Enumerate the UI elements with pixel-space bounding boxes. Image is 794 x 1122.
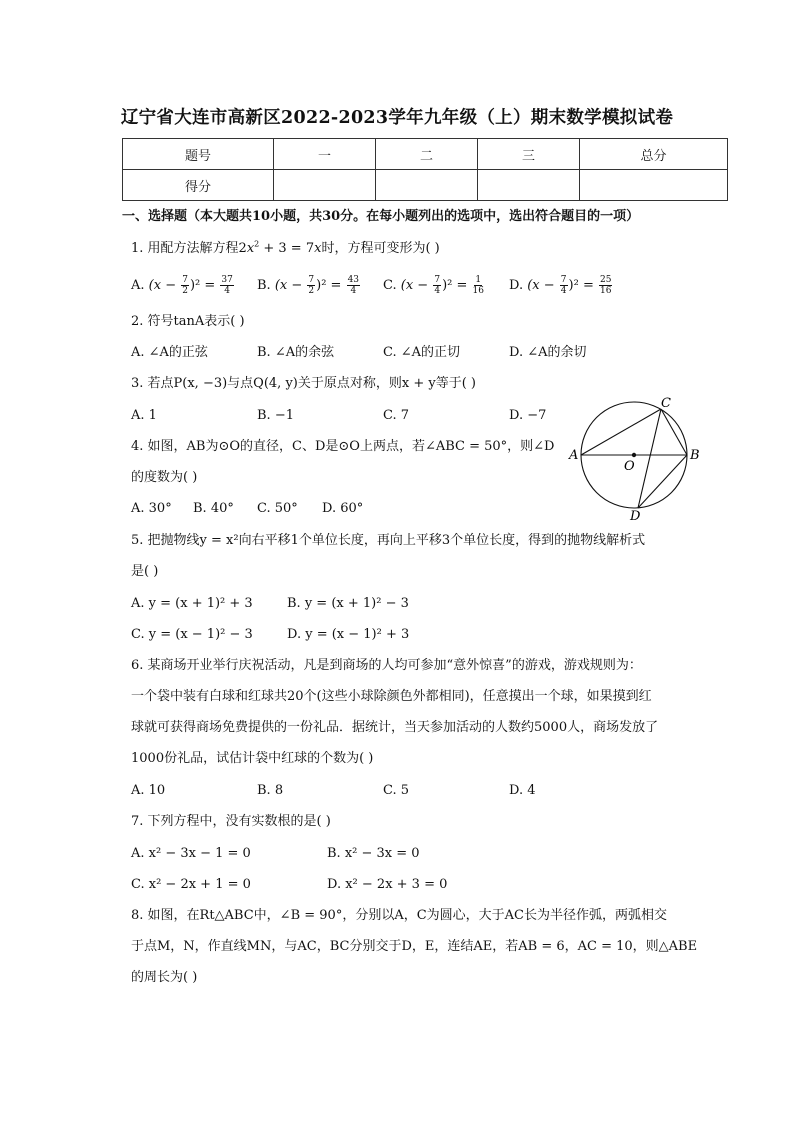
- score-table: [122, 138, 728, 201]
- question-3-stem: 3. 若点P(x, −3)与点Q(4, y)关于原点对称，则x + y等于( ): [131, 376, 476, 391]
- score-table-header-row: [123, 139, 728, 170]
- question-2-stem: 2. 符号tanA表示( ): [131, 314, 245, 329]
- question-8-stem: 8. 如图，在Rt△ABC中，∠B = 90°，分别以A，C为圆心，大于AC长为半径作弧，两弧相交: [131, 908, 667, 923]
- score-cell: [478, 170, 580, 201]
- question-6-stem-cont: 一个袋中装有白球和红球共20个(这些小球除颜色外都相同)，任意摸出一个球，如果摸到红: [131, 689, 652, 704]
- question-6-stem-cont: 球就可获得商场免费提供的一份礼品．据统计，当天参加活动的人数约5000人，商场发放了: [131, 720, 659, 735]
- question-6-option-b: B. 8: [257, 783, 284, 798]
- question-4-option-c: C. 50°: [257, 501, 298, 516]
- center-point: [632, 453, 636, 457]
- question-7-stem: 7. 下列方程中，没有实数根的是( ): [131, 814, 331, 829]
- question-3-option-b: B. −1: [257, 408, 294, 423]
- question-3-option-d: D. −7: [509, 408, 547, 423]
- question-1-stem: 1. 用配方法解方程$2x^2 + 3 = 7x$时，方程可变形为( ): [131, 239, 440, 256]
- question-3-option-c: C. 7: [383, 408, 410, 423]
- chord-cd: [638, 409, 661, 508]
- header-cell: 三: [478, 139, 580, 170]
- label-d: D: [630, 509, 641, 522]
- question-6-stem-cont: 1000份礼品，试估计袋中红球的个数为( ): [131, 751, 374, 766]
- label-c: C: [661, 396, 671, 411]
- header-cell: 一: [274, 139, 376, 170]
- question-5-option-c: C. y = (x − 1)² − 3: [131, 627, 253, 642]
- question-4-option-d: D. 60°: [322, 501, 364, 516]
- question-5-option-b: B. y = (x + 1)² − 3: [287, 596, 409, 611]
- score-table-score-row: [123, 170, 728, 201]
- exam-title: 辽宁省大连市高新区2022-2023学年九年级（上）期末数学模拟试卷: [120, 108, 674, 128]
- question-5-option-a: A. y = (x + 1)² + 3: [131, 596, 253, 611]
- question-2-option-a: A. ∠A的正弦: [131, 345, 208, 360]
- header-cell: 二: [376, 139, 478, 170]
- row-label-cell: 得分: [123, 170, 274, 201]
- question-5-stem: 5. 把抛物线y = x²向右平移1个单位长度，再向上平移3个单位长度，得到的抛物线解析式: [131, 533, 646, 548]
- question-7-option-c: C. x² − 2x + 1 = 0: [131, 877, 251, 892]
- score-cell: [376, 170, 478, 201]
- label-o: O: [624, 459, 635, 474]
- score-cell: [580, 170, 728, 201]
- question-6-option-c: C. 5: [383, 783, 410, 798]
- question-4-stem-cont: 的度数为( ): [131, 470, 198, 485]
- header-cell: 题号: [123, 139, 274, 170]
- question-6-stem: 6. 某商场开业举行庆祝活动，凡是到商场的人均可参加“意外惊喜”的游戏，游戏规则为：: [131, 658, 642, 673]
- question-5-option-d: D. y = (x − 1)² + 3: [287, 627, 410, 642]
- chord-ac: [581, 409, 661, 455]
- section-heading: 一、选择题（本大题共10小题，共30分。在每小题列出的选项中，选出符合题目的一项）: [122, 209, 640, 224]
- question-4-option-b: B. 40°: [193, 501, 234, 516]
- question-4-stem: 4. 如图，AB为⊙O的直径，C、D是⊙O上两点，若∠ABC = 50°，则∠D: [131, 439, 555, 454]
- question-7-option-d: D. x² − 2x + 3 = 0: [327, 877, 448, 892]
- question-7-option-a: A. x² − 3x − 1 = 0: [131, 846, 251, 861]
- question-1-option-b: B. (x − $\frac{7}{2}$ )² = $\frac{43}{4}$: [257, 275, 360, 296]
- circle-geometry-figure: [566, 396, 706, 522]
- label-b: B: [690, 448, 700, 463]
- score-cell: [274, 170, 376, 201]
- question-2-option-c: C. ∠A的正切: [383, 345, 461, 360]
- question-1-option-c: C. (x − $\frac{7}{4}$ )² = $\frac{1}{16}$: [383, 275, 484, 296]
- question-3-option-a: A. 1: [131, 408, 157, 423]
- question-2-option-d: D. ∠A的余切: [509, 345, 587, 360]
- question-7-option-b: B. x² − 3x = 0: [327, 846, 420, 861]
- question-2-option-b: B. ∠A的余弦: [257, 345, 335, 360]
- question-5-stem-cont: 是( ): [131, 564, 159, 579]
- question-1-option-d: D. (x − $\frac{7}{4}$ )² = $\frac{25}{16}$: [509, 275, 612, 296]
- chord-cb: [661, 409, 687, 455]
- question-6-option-a: A. 10: [131, 783, 166, 798]
- question-8-stem-cont: 的周长为( ): [131, 970, 198, 985]
- question-4-option-a: A. 30°: [131, 501, 172, 516]
- label-a: A: [569, 448, 579, 463]
- question-6-option-d: D. 4: [509, 783, 536, 798]
- question-8-stem-cont: 于点M，N，作直线MN，与AC，BC分别交于D，E，连结AE，若AB = 6，AC = 10，则△ABE: [131, 939, 698, 954]
- header-cell: 总分: [580, 139, 728, 170]
- question-1-option-a: A. (x − $\frac{7}{2}$ )² = $\frac{37}{4}$: [131, 275, 233, 296]
